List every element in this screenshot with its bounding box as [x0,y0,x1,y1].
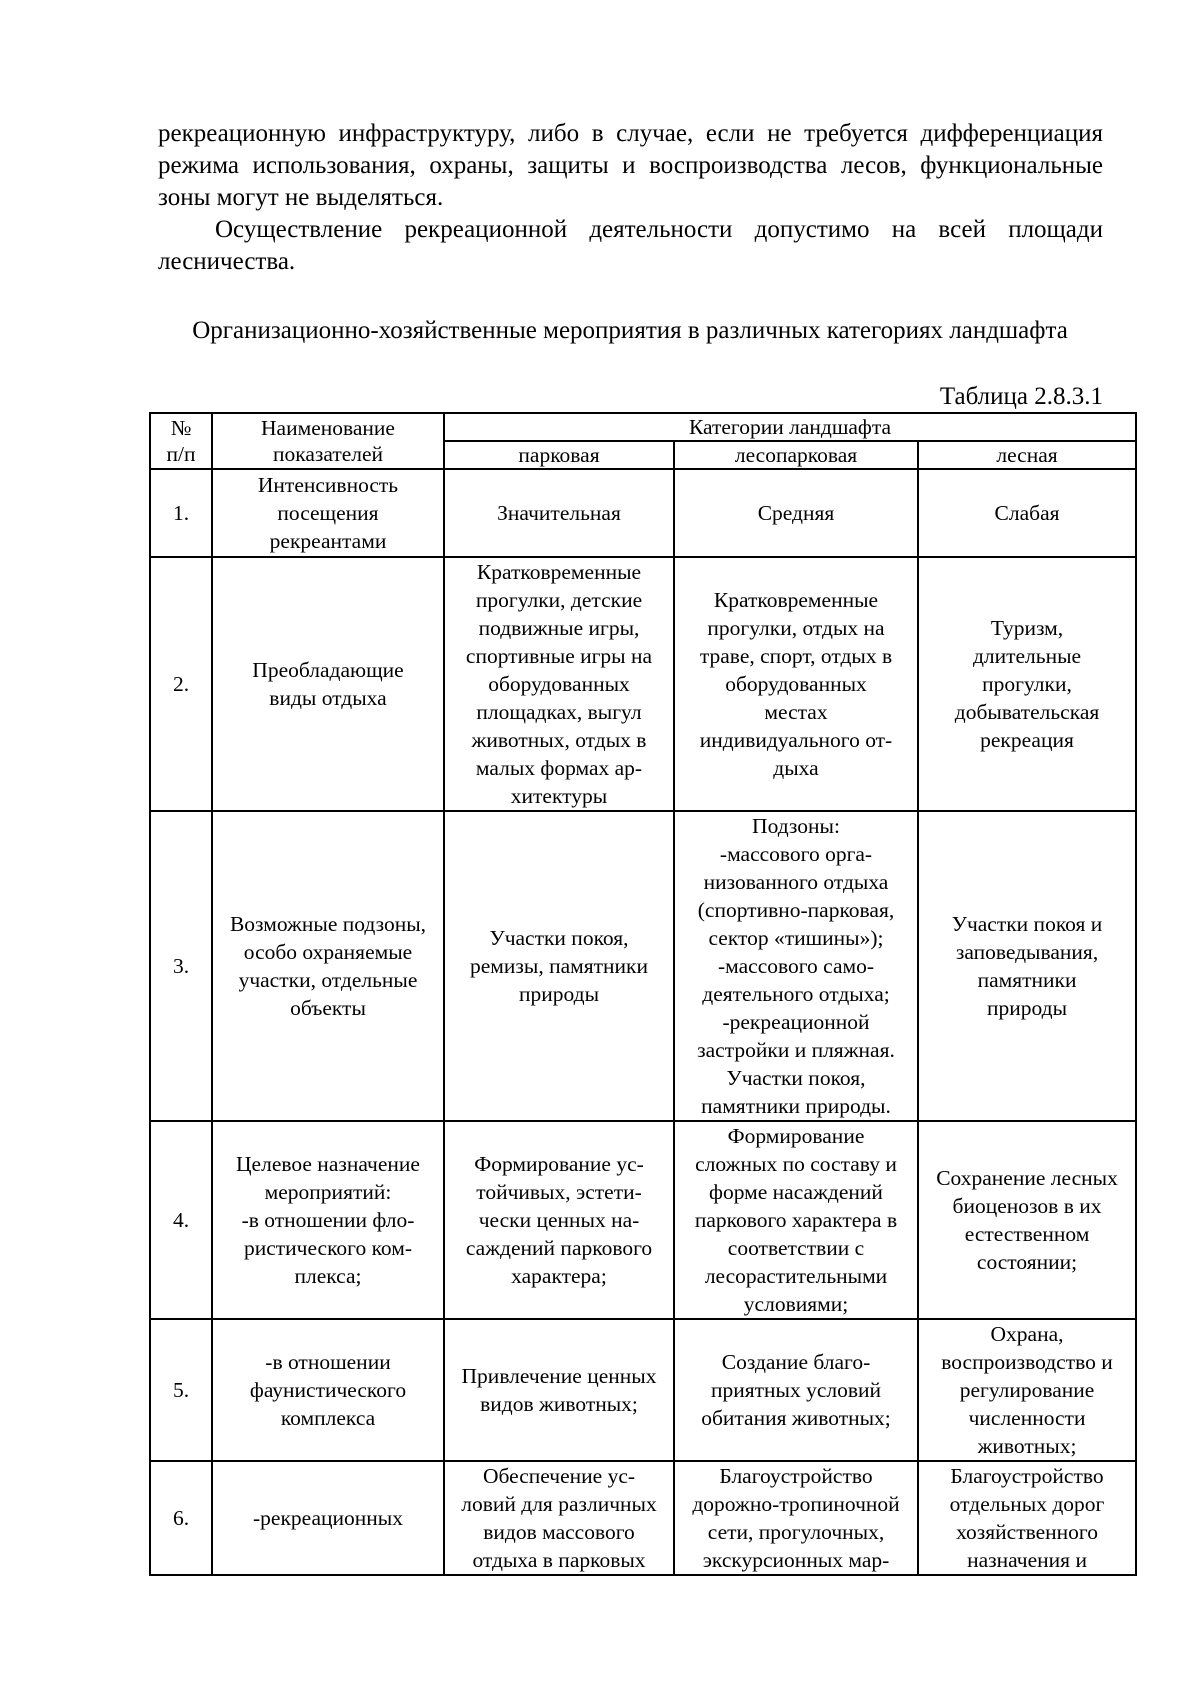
row-forest: Туризм, длительные прогулки, добывательская рекреация [918,557,1136,811]
row-num: 6. [150,1461,212,1575]
row-park: Участки покоя, ремизы, памятники природы [444,811,674,1121]
row-num: 4. [150,1121,212,1319]
header-indicator: Наименование показателей [212,413,444,469]
row-indicator: Преобладающие виды отдыха [212,557,444,811]
row-indicator: -в отношении фаунистического комплекса [212,1319,444,1461]
row-num: 3. [150,811,212,1121]
row-park: Кратковременные прогулки, детские подвижные игры, спортивные игры на оборудованных площадках, выгул животных, отдых в малых формах ар- хитектуры [444,557,674,811]
header-num: № п/п [150,413,212,469]
row-forest-park: Кратковременные прогулки, отдых на траве, спорт, отдых в оборудованных местах индивидуального от- дыха [674,557,918,811]
row-forest-park: Подзоны: -массового орга- низованного отдыха (спортивно-парковая, сектор «тишины»); -массового само- деятельного отдыха; -рекреационной застройки и пляжная. Участки покоя, памятники природы. [674,811,918,1121]
row-indicator: Возможные подзоны, особо охраняемые участки, отдельные объекты [212,811,444,1121]
row-indicator: Интенсивность посещения рекреантами [212,469,444,557]
row-park: Обеспечение ус- ловий для различных видов массового отдыха в парковых [444,1461,674,1575]
row-park: Формирование ус- тойчивых, эстети- чески ценных на- саждений паркового характера; [444,1121,674,1319]
row-num: 5. [150,1319,212,1461]
row-forest-park: Создание благо- приятных условий обитания животных; [674,1319,918,1461]
landscape-table [149,412,1137,1576]
header-forest-park: лесопарковая [674,441,918,469]
table-row [150,1319,1136,1461]
table-row [150,811,1136,1121]
header-park: парковая [444,441,674,469]
row-num: 2. [150,557,212,811]
table-row [150,469,1136,557]
row-forest: Участки покоя и заповедывания, памятники природы [918,811,1136,1121]
table-number: Таблица 2.8.3.1 [939,383,1103,410]
row-forest-park: Средняя [674,469,918,557]
row-forest-park: Благоустройство дорожно-тропиночной сети, прогулочных, экскурсионных мар- [674,1461,918,1575]
row-forest: Сохранение лесных биоценозов в их естественном состоянии; [918,1121,1136,1319]
row-park: Значительная [444,469,674,557]
table-row [150,1121,1136,1319]
row-num: 1. [150,469,212,557]
intro-paragraph-1: рекреационную инфраструктуру, либо в случае, если не требуется дифференциация режима использования, охраны, защиты и воспроизводства лесов, функциональные зоны могут не выделяться. [158,120,1103,211]
row-indicator: -рекреационных [212,1461,444,1575]
row-park: Привлечение ценных видов животных; [444,1319,674,1461]
table-row [150,557,1136,811]
row-forest: Охрана, воспроизводство и регулирование численности животных; [918,1319,1136,1461]
row-forest: Благоустройство отдельных дорог хозяйственного назначения и [918,1461,1136,1575]
table-row [150,1461,1136,1575]
row-forest: Слабая [918,469,1136,557]
intro-paragraph-2: Осуществление рекреационной деятельности допустимо на всей площади лесничества. [158,216,1103,275]
header-forest: лесная [918,441,1136,469]
header-category-group: Категории ландшафта [444,413,1136,441]
intro-text [158,118,1103,278]
row-indicator: Целевое назначение мероприятий: -в отношении фло- ристического ком- плекса; [212,1121,444,1319]
table-title: Организационно-хозяйственные мероприятия в различных категориях ландшафта [192,317,1068,344]
row-forest-park: Формирование сложных по составу и форме насаждений паркового характера в соответствии с лесорастительными условиями; [674,1121,918,1319]
